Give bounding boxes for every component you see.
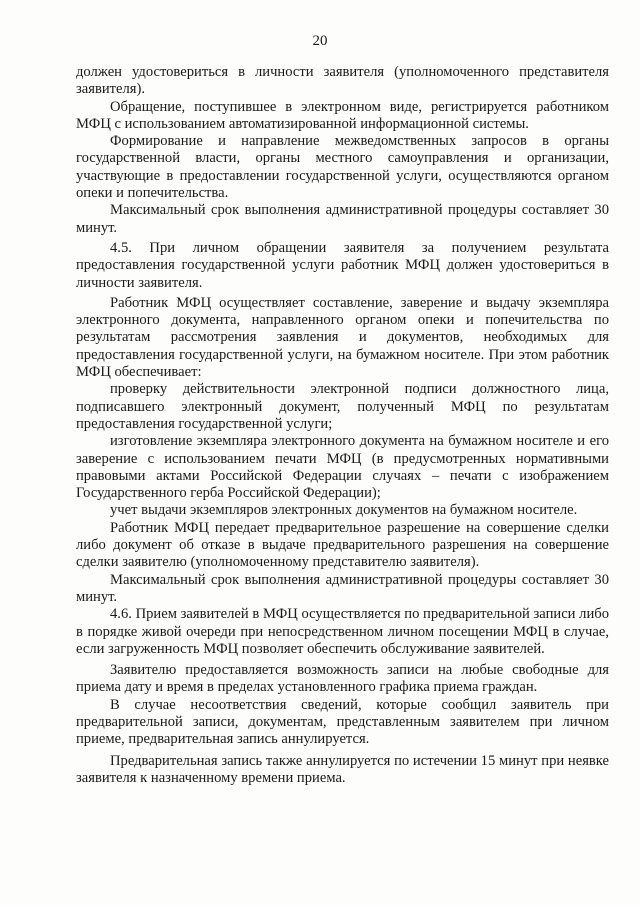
paragraph-section-4-5: 4.5. При личном обращении заявителя за получением результата предоставления государственной услуги работник МФЦ должен удостовериться в личности заявителя. bbox=[76, 239, 609, 291]
paragraph-max-time-1: Максимальный срок выполнения административной процедуры составляет 30 минут. bbox=[76, 202, 609, 236]
paragraph-permission-transfer: Работник МФЦ передает предварительное разрешение на совершение сделки либо документ об отказе в выдаче предварительного разрешения на совершение сделки заявителю (уполномоченному представителю заявителя). bbox=[76, 519, 609, 571]
paragraph-paper-copy: изготовление экземпляра электронного документа на бумажном носителе и его заверение с использованием печати МФЦ (в предусмотренных нормативными правовыми актами Российской Федерации случаях – печати с изображением Государственного герба Российской Федерации); bbox=[76, 433, 609, 502]
paragraph-interagency-requests: Формирование и направление межведомственных запросов в органы государственной власти, органы местного самоуправления и организации, участвующие в предоставлении государственной услуги, осуществляются органом опеки и попечительства. bbox=[76, 133, 609, 202]
paragraph-issue-accounting: учет выдачи экземпляров электронных документов на бумажном носителе. bbox=[110, 502, 578, 519]
paragraph-appointment-options: Заявителю предоставляется возможность записи на любые свободные для приема дату и время в пределах установленного графика приема граждан. bbox=[76, 662, 609, 696]
paragraph-signature-check: проверку действительности электронной подписи должностного лица, подписавшего электронный документ, полученный МФЦ по результатам предоставления государственной услуги; bbox=[76, 381, 609, 432]
document-body bbox=[76, 64, 609, 787]
paragraph-continuation: должен удостовериться в личности заявителя (уполномоченного представителя заявителя). bbox=[76, 64, 609, 98]
paragraph-max-time-2: Максимальный срок выполнения административной процедуры составляет 30 минут. bbox=[76, 571, 609, 605]
paragraph-mfc-worker-duties: Работник МФЦ осуществляет составление, заверение и выдачу экземпляра электронного документа, направленного органом опеки и попечительства по результатам рассмотрения заявления и документов, необходимых для предоставления государственной услуги, на бумажном носителе. При этом работник МФЦ обеспечивает: bbox=[76, 294, 609, 381]
paragraph-section-4-6: 4.6. Прием заявителей в МФЦ осуществляется по предварительной записи либо в порядке живой очереди при непосредственном личном посещении МФЦ в случае, если загруженность МФЦ позволяет обеспечить обслуживание заявителей. bbox=[76, 606, 609, 657]
paragraph-appointment-cancel: Предварительная запись также аннулируется по истечении 15 минут при неявке заявителя к назначенному времени приема. bbox=[76, 752, 609, 786]
page-number: 20 bbox=[312, 33, 328, 49]
paragraph-registration: Обращение, поступившее в электронном виде, регистрируется работником МФЦ с использованием автоматизированной информационной системы. bbox=[76, 98, 609, 132]
paragraph-appointment-mismatch: В случае несоответствия сведений, которые сообщил заявитель при предварительной записи, документам, представленным заявителем при личном приеме, предварительная запись аннулируется. bbox=[76, 696, 609, 748]
